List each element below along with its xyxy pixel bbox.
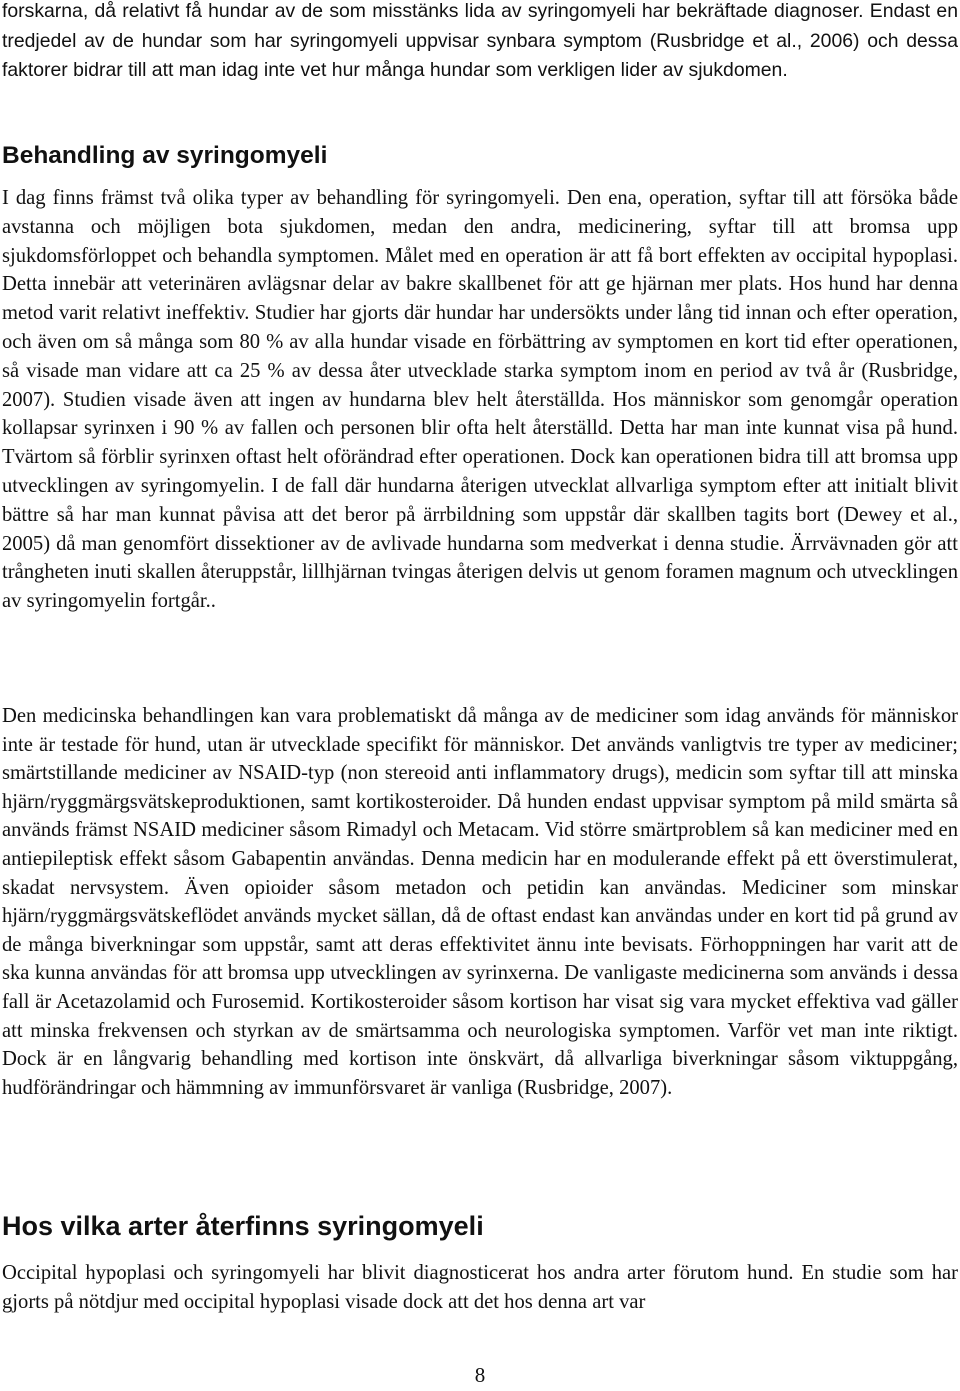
section-heading-species: Hos vilka arter återfinns syringomyeli — [2, 1211, 484, 1241]
paragraph-species: Occipital hypoplasi och syringomyeli har blivit diagnosticerat hos andra arter förutom hund. En studie som har gjorts på nötdjur med occipital hypoplasi visade dock att det hos denna art var — [2, 1262, 958, 1313]
intro-paragraph: forskarna, då relativt få hundar av de som misstänks lida av syringomyeli har bekräftade diagnoser. Endast en tredjedel av de hundar som har syringomyeli uppvisar synbara symptom (Rusbridge et al., 2006) och dessa faktorer bidrar till att man idag inte vet hur många hundar som verkligen lider av sjukdomen. — [2, 0, 958, 81]
section-heading-treatment: Behandling av syringomyeli — [2, 142, 328, 169]
page-number: 8 — [474, 1363, 486, 1387]
paragraph-medicine: Den medicinska behandlingen kan vara problematiskt då många av de mediciner som idag används för människor inte är testade för hund, utan är utvecklade specifikt för människor. Det används vanligtvis tre typer av mediciner; smärtstillande mediciner av NSAID-typ (non stereoid anti inflammatory drugs), medicin som syftar till att minska hjärn/ryggmärgsvätskeproduktionen, samt kortikosteroider. Då hunden endast uppvisar symptom på mild smärta så används främst NSAID mediciner såsom Rimadyl och Metacam. Vid större smärtproblem så kan mediciner med en antiepileptisk effekt såsom Gabapentin användas. Denna medicin har en modulerande effekt på ett överstimulerat, skadat nervsystem. Även opioider såsom metadon och petidin kan användas. Mediciner som minskar hjärn/ryggmärgsvätskeflödet används mycket sällan, då de oftast endast kan användas under en kort tid på grund av de många biverkningar som uppstår, samt att deras effektivitet ännu inte bevisats. Förhoppningen har varit att de ska kunna användas för att bromsa upp utvecklingen av syrinxerna. De vanligaste medicinerna som används i dessa fall är Acetazolamid och Furosemid. Kortikosteroider såsom kortison har visat sig vara mycket effektiva vad gäller att minska frekvensen och styrkan av de smärtsamma och neurologiska symptomen. Varför vet man inte riktigt. Dock är en långvarig behandling med kortison inte önskvärt, då allvarliga biverkningar såsom viktuppgång, hudförändringar och hämmning av immunförsvaret är vanliga (Rusbridge, 2007). — [2, 705, 958, 1099]
paragraph-treatment: I dag finns främst två olika typer av behandling för syringomyeli. Den ena, operation, syftar till att försöka både avstanna och möjligen bota sjukdomen, medan den andra, medicinering, syftar till att bromsa upp sjukdomsförloppet och behandla symptomen. Målet med en operation är att få bort effekten av occipital hypoplasi. Detta innebär att veterinären avlägsnar delar av bakre skallbenet för att ge hjärnan mer plats. Hos hund har denna metod varit relativt ineffektiv. Studier har gjorts där hundar har undersökts under lång tid innan och efter operation, och även om så många som 80 % av alla hundar visade en förbättring av symptomen en kort tid efter operationen, så visade man vidare att ca 25 % av dessa åter utvecklade starka symptom inom en period av två år (Rusbridge, 2007). Studien visade även att ingen av hundarna blev helt återställda. Hos människor som genomgår operation kollapsar syrinxen i 90 % av fallen och personen blir ofta helt återställd. Detta har man inte kunnat visa på hund. Tvärtom så förblir syrinxen oftast helt oförändrad efter operationen. Dock kan operationen bidra till att bromsa upp utvecklingen av syringomyelin. I de fall där hundarna återigen utvecklat allvarliga symptom efter att initialt blivit bättre så har man kunnat påvisa att det beror på ärrbildning som uppstår där skallben tagits bort (Dewey et al., 2005) då man genomfört dissektioner av de avlivade hundarna som medverkat i denna studie. Ärrvävnaden gör att trångheten inuti skallen återuppstår, lillhjärnan tvingas återigen delvis ut genom foramen magnum och utvecklingen av syringomyelin fortgår.. — [2, 187, 958, 613]
